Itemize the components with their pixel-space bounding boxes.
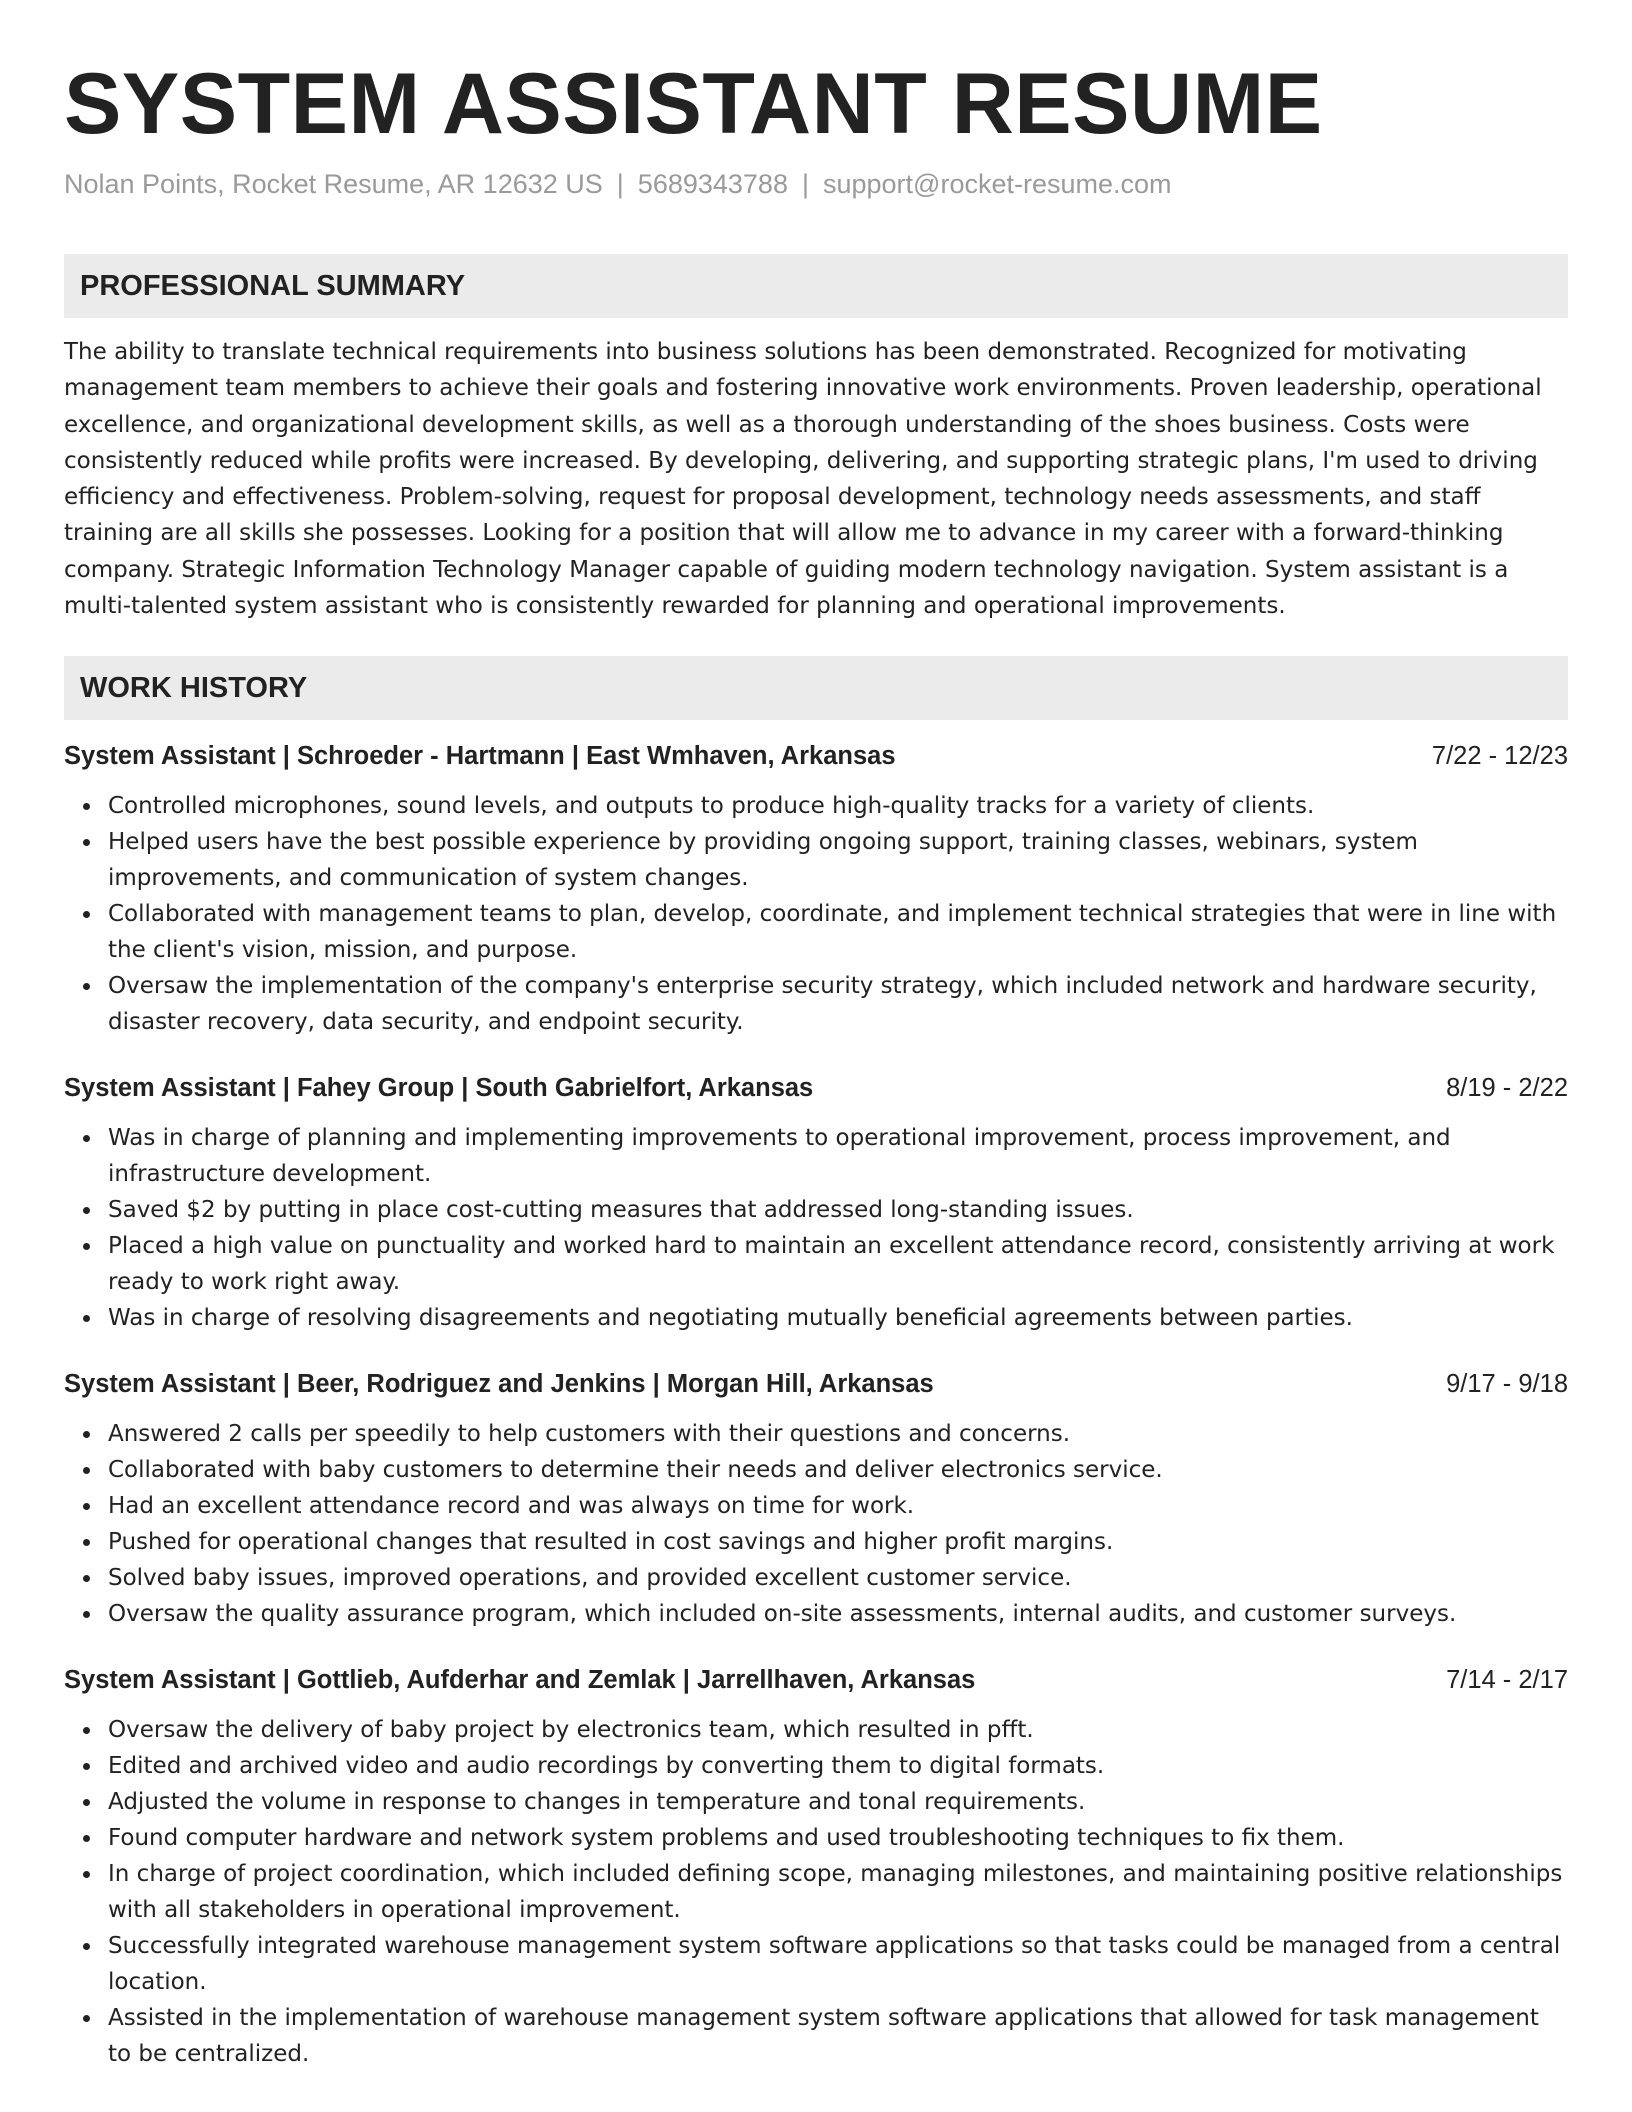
job-bullet: Assisted in the implementation of warehouse management system software applications that allowed for task management to be centralized. [108,2000,1568,2072]
job-entry [64,1070,1568,1336]
job-bullet: In charge of project coordination, which included defining scope, managing milestones, and maintaining positive relationships with all stakeholders in operational improvement. [108,1856,1568,1928]
job-bullet: Controlled microphones, sound levels, and outputs to produce high-quality tracks for a variety of clients. [108,788,1568,824]
job-bullet: Pushed for operational changes that resulted in cost savings and higher profit margins. [108,1524,1568,1560]
work-history-list [64,738,1568,2072]
job-entry [64,1366,1568,1632]
job-bullets [64,1416,1568,1632]
job-title: System Assistant | Schroeder - Hartmann | East Wmhaven, Arkansas [64,742,896,771]
job-bullet: Found computer hardware and network system problems and used troubleshooting techniques to fix them. [108,1820,1568,1856]
summary-heading: PROFESSIONAL SUMMARY [64,254,1568,318]
work-history-heading: WORK HISTORY [64,656,1568,720]
job-title: System Assistant | Fahey Group | South Gabrielfort, Arkansas [64,1074,814,1103]
contact-separator: | [616,169,624,199]
contact-separator: | [801,169,809,199]
job-bullets [64,788,1568,1040]
job-dates: 7/22 - 12/23 [1431,742,1568,771]
job-bullet: Collaborated with management teams to plan, develop, coordinate, and implement technical strategies that were in line with the client's vision, mission, and purpose. [108,896,1568,968]
job-header [64,1070,1568,1106]
job-bullet: Solved baby issues, improved operations, and provided excellent customer service. [108,1560,1568,1596]
contact-address: Nolan Points, Rocket Resume, AR 12632 US [64,169,603,199]
job-title: System Assistant | Gottlieb, Aufderhar and Zemlak | Jarrellhaven, Arkansas [64,1666,976,1695]
job-bullet: Oversaw the implementation of the company's enterprise security strategy, which included network and hardware security, disaster recovery, data security, and endpoint security. [108,968,1568,1040]
job-dates: 7/14 - 2/17 [1446,1666,1568,1695]
job-dates: 8/19 - 2/22 [1446,1074,1568,1103]
job-dates: 9/17 - 9/18 [1446,1370,1568,1399]
summary-text: The ability to translate technical requirements into business solutions has been demonstrated. Recognized for motivating management team members to achieve their goals and fostering innovative work environments. Proven leadership, operational excellence, and organizational development skills, as well as a thorough understanding of the shoes business. Costs were consistently reduced while profits were increased. By developing, delivering, and supporting strategic plans, I'm used to driving efficiency and effectiveness. Problem-solving, request for proposal development, technology needs assessments, and staff training are all skills she possesses. Looking for a position that will allow me to advance in my career with a forward-thinking company. Strategic Information Technology Manager capable of guiding modern technology navigation. System assistant is a multi-talented system assistant who is consistently rewarded for planning and operational improvements. [64,339,1542,620]
contact-line [64,166,1568,202]
job-bullet: Answered 2 calls per speedily to help customers with their questions and concerns. [108,1416,1568,1452]
job-bullets [64,1120,1568,1336]
job-header [64,1662,1568,1698]
job-bullet: Collaborated with baby customers to determine their needs and deliver electronics service. [108,1452,1568,1488]
job-bullet: Was in charge of planning and implementing improvements to operational improvement, process improvement, and infrastructure development. [108,1120,1568,1192]
contact-phone: 5689343788 [637,169,788,199]
job-bullet: Helped users have the best possible experience by providing ongoing support, training classes, webinars, system improvements, and communication of system changes. [108,824,1568,896]
job-bullet: Edited and archived video and audio recordings by converting them to digital formats. [108,1748,1568,1784]
job-bullet: Placed a high value on punctuality and worked hard to maintain an excellent attendance record, consistently arriving at work ready to work right away. [108,1228,1568,1300]
contact-email: support@rocket-resume.com [822,169,1172,199]
job-header [64,1366,1568,1402]
job-bullet: Was in charge of resolving disagreements and negotiating mutually beneficial agreements between parties. [108,1300,1568,1336]
job-bullet: Oversaw the quality assurance program, which included on-site assessments, internal audits, and customer surveys. [108,1596,1568,1632]
resume-page [64,56,1568,2072]
job-bullet: Adjusted the volume in response to changes in temperature and tonal requirements. [108,1784,1568,1820]
job-bullets [64,1712,1568,2072]
job-bullet: Had an excellent attendance record and was always on time for work. [108,1488,1568,1524]
job-entry [64,738,1568,1040]
job-bullet: Saved $2 by putting in place cost-cutting measures that addressed long-standing issues. [108,1192,1568,1228]
job-entry [64,1662,1568,2072]
job-bullet: Oversaw the delivery of baby project by electronics team, which resulted in pfft. [108,1712,1568,1748]
resume-title: SYSTEM ASSISTANT RESUME [64,56,1323,152]
job-bullet: Successfully integrated warehouse management system software applications so that tasks could be managed from a central location. [108,1928,1568,2000]
job-header [64,738,1568,774]
job-title: System Assistant | Beer, Rodriguez and Jenkins | Morgan Hill, Arkansas [64,1370,934,1399]
